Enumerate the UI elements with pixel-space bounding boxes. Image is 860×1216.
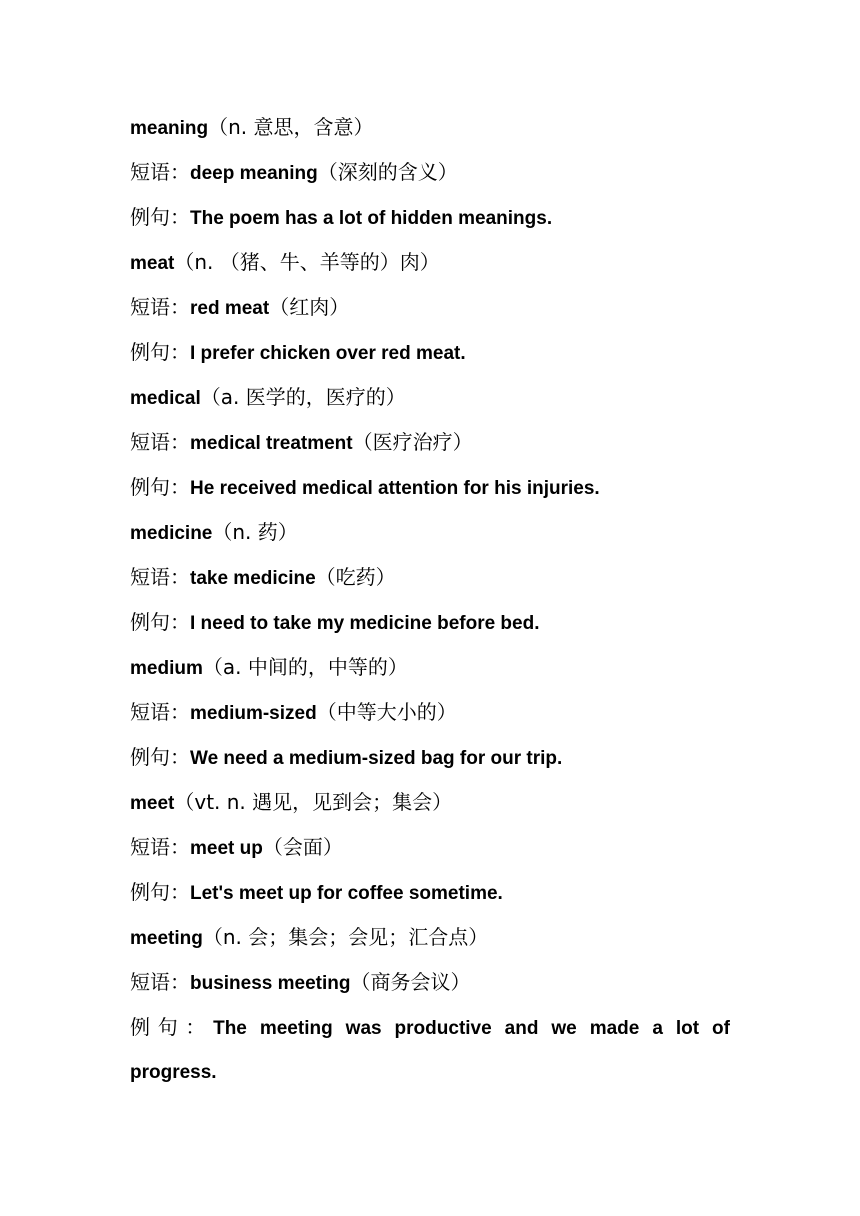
example-label: 例句： bbox=[130, 745, 190, 769]
entry-headword-line bbox=[130, 510, 730, 555]
definition: （n. 药） bbox=[212, 520, 298, 544]
entry-headword-line bbox=[130, 645, 730, 690]
example-label: 例句： bbox=[130, 610, 190, 634]
example-line bbox=[130, 1005, 730, 1050]
phrase-text: medical treatment bbox=[190, 433, 353, 454]
example-label: 例句： bbox=[130, 1015, 214, 1039]
example-sentence: I need to take my medicine before bed. bbox=[190, 613, 540, 634]
phrase-text: medium-sized bbox=[190, 703, 317, 724]
phrase-label: 短语： bbox=[130, 700, 190, 724]
phrase-line bbox=[130, 285, 730, 330]
phrase-label: 短语： bbox=[130, 430, 190, 454]
example-line bbox=[130, 870, 730, 915]
phrase-line bbox=[130, 690, 730, 735]
definition: （a. 医学的，医疗的） bbox=[200, 385, 406, 409]
example-sentence: Let's meet up for coffee sometime. bbox=[190, 883, 503, 904]
definition: （vt. n. 遇见，见到会；集会） bbox=[174, 790, 453, 814]
headword: meeting bbox=[130, 928, 203, 949]
entry-headword-line bbox=[130, 915, 730, 960]
phrase-meaning: （会面） bbox=[262, 835, 343, 859]
phrase-meaning: （医疗治疗） bbox=[352, 430, 473, 454]
phrase-label: 短语： bbox=[130, 295, 190, 319]
example-sentence-continued: progress. bbox=[130, 1062, 217, 1083]
headword: medium bbox=[130, 658, 203, 679]
definition: （n. 会；集会；会见；汇合点） bbox=[202, 925, 489, 949]
example-sentence: He received medical attention for his injuries. bbox=[190, 478, 600, 499]
example-line-continued bbox=[130, 1050, 730, 1095]
phrase-text: red meat bbox=[190, 298, 270, 319]
phrase-label: 短语： bbox=[130, 970, 190, 994]
phrase-line bbox=[130, 420, 730, 465]
headword: meet bbox=[130, 793, 175, 814]
phrase-text: business meeting bbox=[190, 973, 351, 994]
phrase-line bbox=[130, 555, 730, 600]
example-sentence: The meeting was productive and we made a lot of bbox=[213, 1018, 730, 1039]
entry-headword-line bbox=[130, 780, 730, 825]
headword: medical bbox=[130, 388, 201, 409]
headword: medicine bbox=[130, 523, 213, 544]
example-line bbox=[130, 600, 730, 645]
example-line bbox=[130, 735, 730, 780]
entry-headword-line bbox=[130, 240, 730, 285]
example-label: 例句： bbox=[130, 475, 190, 499]
entry-headword-line bbox=[130, 375, 730, 420]
headword: meaning bbox=[130, 118, 209, 139]
phrase-text: meet up bbox=[190, 838, 263, 859]
phrase-label: 短语： bbox=[130, 160, 190, 184]
vocabulary-list bbox=[130, 105, 730, 1095]
example-sentence: I prefer chicken over red meat. bbox=[190, 343, 466, 364]
example-sentence: We need a medium-sized bag for our trip. bbox=[190, 748, 563, 769]
example-line bbox=[130, 330, 730, 375]
phrase-text: deep meaning bbox=[190, 163, 318, 184]
entry-headword-line bbox=[130, 105, 730, 150]
phrase-meaning: （商务会议） bbox=[350, 970, 471, 994]
phrase-text: take medicine bbox=[190, 568, 316, 589]
example-line bbox=[130, 465, 730, 510]
phrase-label: 短语： bbox=[130, 565, 190, 589]
phrase-meaning: （深刻的含义） bbox=[317, 160, 458, 184]
phrase-line bbox=[130, 960, 730, 1005]
example-label: 例句： bbox=[130, 205, 190, 229]
headword: meat bbox=[130, 253, 175, 274]
example-label: 例句： bbox=[130, 340, 190, 364]
definition: （n. 意思，含意） bbox=[208, 115, 374, 139]
example-line bbox=[130, 195, 730, 240]
definition: （n. （猪、牛、羊等的）肉） bbox=[174, 250, 440, 274]
definition: （a. 中间的，中等的） bbox=[202, 655, 408, 679]
phrase-line bbox=[130, 825, 730, 870]
phrase-line bbox=[130, 150, 730, 195]
example-sentence: The poem has a lot of hidden meanings. bbox=[190, 208, 553, 229]
example-label: 例句： bbox=[130, 880, 190, 904]
phrase-meaning: （红肉） bbox=[269, 295, 350, 319]
phrase-label: 短语： bbox=[130, 835, 190, 859]
phrase-meaning: （吃药） bbox=[315, 565, 396, 589]
phrase-meaning: （中等大小的） bbox=[316, 700, 457, 724]
